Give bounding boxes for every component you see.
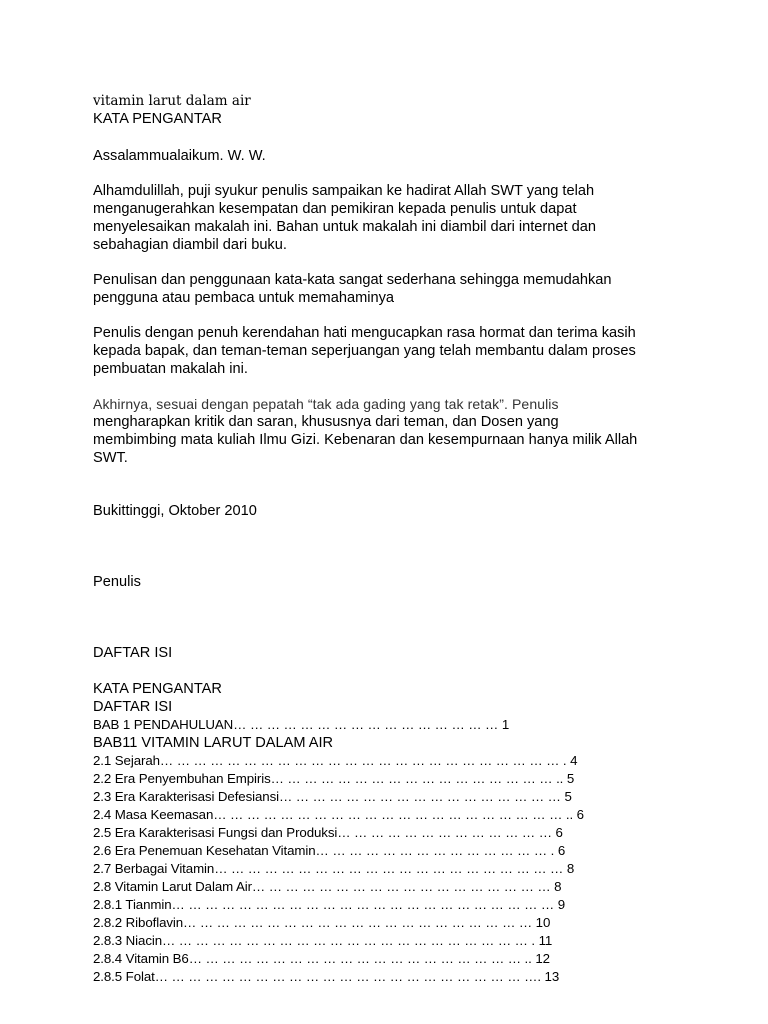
paragraph-line: menganugerahkan kesempatan dan pemikiran kepada penulis untuk dapat <box>93 201 577 217</box>
place-date <box>93 502 693 520</box>
toc-entry: 2.7 Berbagai Vitamin… … … … … … … … … … … … … … … … … … … … … 8 <box>93 861 575 876</box>
toc-entry: BAB11 VITAMIN LARUT DALAM AIR <box>93 735 334 751</box>
toc-entry: DAFTAR ISI <box>93 699 173 715</box>
paragraph-2 <box>93 271 693 307</box>
kata-pengantar-heading: KATA PENGANTAR <box>93 111 222 127</box>
paragraph-line: mengharapkan kritik dan saran, khususnya dari teman, dan Dosen yang <box>93 414 559 430</box>
toc-entry: 2.3 Era Karakterisasi Defesiansi… … … … … … … … … … … … … … … … … 5 <box>93 789 572 804</box>
paragraph-line: pembuatan makalah ini. <box>93 361 248 377</box>
toc-entry: 2.1 Sejarah… … … … … … … … … … … … … … … … … … … … … … … … . 4 <box>93 753 578 768</box>
toc-entry: 2.2 Era Penyembuhan Empiris… … … … … … … … … … … … … … … … … .. 5 <box>93 771 575 786</box>
daftar-isi-heading: DAFTAR ISI <box>93 645 173 661</box>
document-header <box>93 92 693 128</box>
paragraph-line: kepada bapak, dan teman-teman seperjuangan yang telah membantu dalam proses <box>93 343 636 359</box>
toc-entry: BAB 1 PENDAHULUAN… … … … … … … … … … … … … … … … 1 <box>93 717 510 732</box>
place-date-text: Bukittinggi, Oktober 2010 <box>93 503 257 519</box>
toc-entry: 2.8 Vitamin Larut Dalam Air… … … … … … … … … … … … … … … … … … 8 <box>93 879 562 894</box>
paragraph-line: SWT. <box>93 450 128 466</box>
toc-entry: 2.8.4 Vitamin B6… … … … … … … … … … … … … … … … … … … … .. 12 <box>93 951 550 966</box>
toc-entry: 2.8.1 Tianmin… … … … … … … … … … … … … … … … … … … … … … … 9 <box>93 897 566 912</box>
paragraph-line: Alhamdulillah, puji syukur penulis sampaikan ke hadirat Allah SWT yang telah <box>93 183 595 199</box>
author-signoff <box>93 573 693 591</box>
greeting <box>93 147 693 165</box>
toc-entry: 2.8.5 Folat… … … … … … … … … … … … … … … … … … … … … … …. 13 <box>93 969 560 984</box>
paragraph-1 <box>93 182 693 254</box>
greeting-text: Assalammualaikum. W. W. <box>93 148 266 164</box>
toc-entry: 2.5 Era Karakterisasi Fungsi dan Produksi… … … … … … … … … … … … … 6 <box>93 825 563 840</box>
toc-entry: 2.8.2 Riboflavin… … … … … … … … … … … … … … … … … … … … … 10 <box>93 915 551 930</box>
table-of-contents <box>93 680 693 986</box>
paragraph-4 <box>93 395 693 467</box>
paragraph-3 <box>93 324 693 378</box>
paragraph-line: membimbing mata kuliah Ilmu Gizi. Kebenaran dan kesempurnaan hanya milik Allah <box>93 432 638 448</box>
document-title: vitamin larut dalam air <box>93 93 251 109</box>
paragraph-line: pengguna atau pembaca untuk memahaminya <box>93 290 394 306</box>
paragraph-line: Penulisan dan penggunaan kata-kata sangat sederhana sehingga memudahkan <box>93 272 612 288</box>
toc-entry: 2.4 Masa Keemasan… … … … … … … … … … … … … … … … … … … … … .. 6 <box>93 807 584 822</box>
toc-entry: 2.6 Era Penemuan Kesehatan Vitamin… … … … … … … … … … … … … … . 6 <box>93 843 566 858</box>
paragraph-line: sebahagian diambil dari buku. <box>93 237 287 253</box>
toc-heading <box>93 644 693 662</box>
paragraph-line: menyelesaikan makalah ini. Bahan untuk makalah ini diambil dari internet dan <box>93 219 596 235</box>
toc-entry: 2.8.3 Niacin… … … … … … … … … … … … … … … … … … … … … … . 11 <box>93 933 553 948</box>
paragraph-line: Akhirnya, sesuai dengan pepatah “tak ada gading yang tak retak”. Penulis <box>93 396 559 412</box>
signoff-text: Penulis <box>93 574 141 590</box>
toc-entry: KATA PENGANTAR <box>93 681 222 697</box>
paragraph-line: Penulis dengan penuh kerendahan hati mengucapkan rasa hormat dan terima kasih <box>93 325 636 341</box>
